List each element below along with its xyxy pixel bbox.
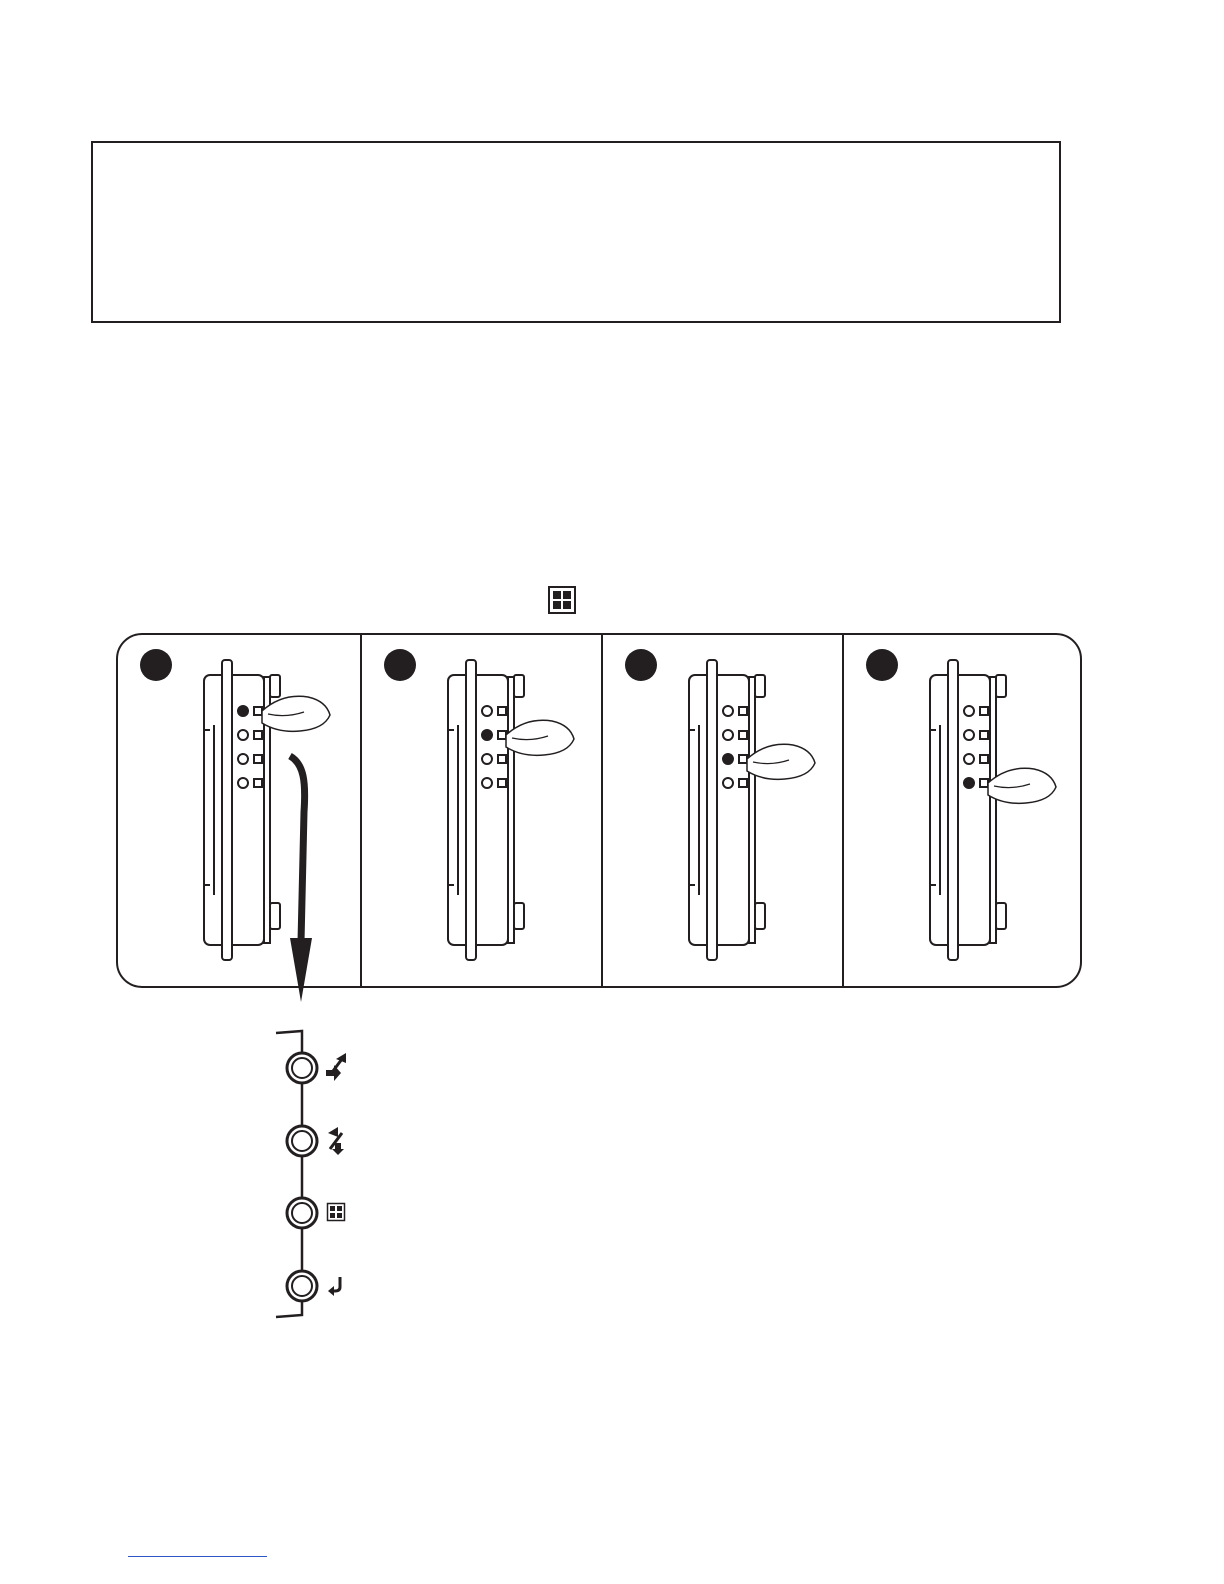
step-panel-2 [360, 635, 601, 986]
step-panel-4 [842, 635, 1082, 986]
button-detail [270, 1025, 380, 1325]
back-button[interactable] [287, 1271, 317, 1301]
zoom-in-arrows-icon [326, 1053, 346, 1081]
device-side-view [362, 635, 602, 985]
zoom-in-button[interactable] [287, 1053, 317, 1083]
device-side-view [844, 635, 1082, 985]
menu-grid-icon [328, 1204, 345, 1221]
footer-link[interactable] [128, 1556, 267, 1557]
return-arrow-icon [328, 1277, 340, 1296]
steps-illustration [116, 633, 1082, 988]
down-arrow-icon [270, 752, 330, 1012]
notice-box [91, 141, 1061, 323]
zoom-out-button[interactable] [287, 1126, 317, 1156]
zoom-out-arrows-icon [328, 1127, 344, 1155]
menu-grid-icon [548, 586, 576, 614]
device-side-view [603, 635, 843, 985]
step-panel-3 [601, 635, 842, 986]
menu-button[interactable] [287, 1198, 317, 1228]
